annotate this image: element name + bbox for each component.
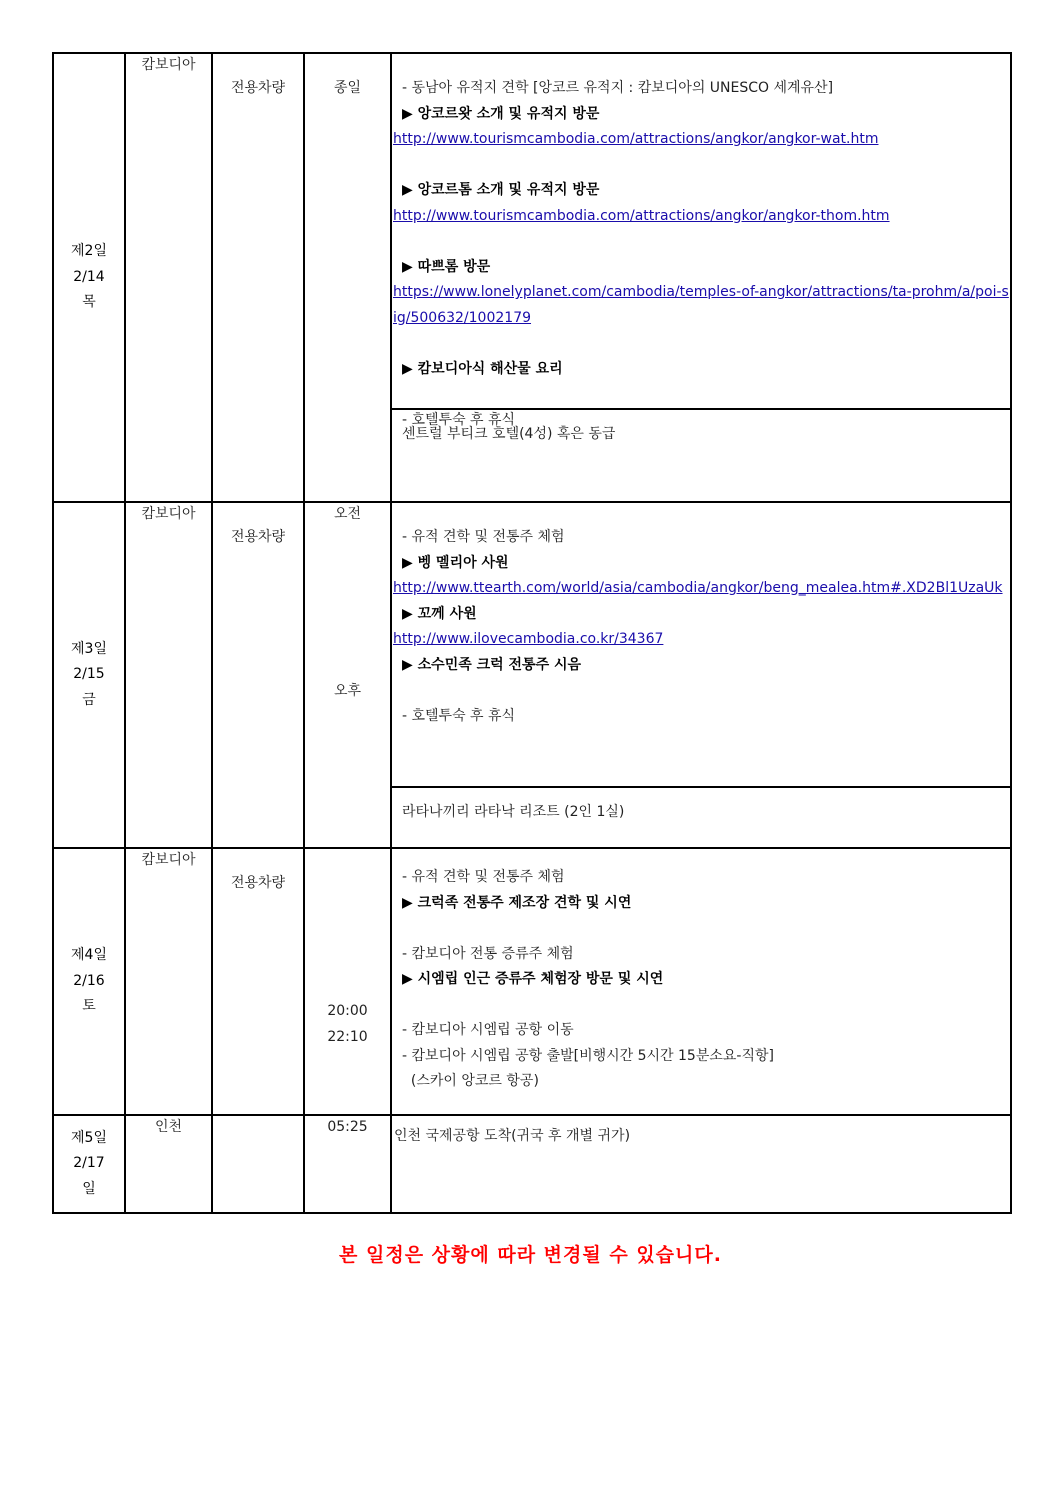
attraction-heading: ▶ 소수민족 크럭 전통주 시음	[402, 656, 582, 673]
location-cell	[125, 848, 212, 1115]
day-weekday: 금	[82, 691, 96, 708]
day-date: 2/15	[73, 666, 105, 683]
location-text: 캄보디아	[141, 506, 196, 522]
day-cell	[53, 1115, 125, 1213]
day-label: 제5일	[71, 1129, 107, 1146]
time-pm: 오후	[333, 683, 362, 699]
day-weekday: 토	[82, 998, 96, 1015]
attraction-link[interactable]: http://www.tourismcambodia.com/attractions/angkor/angkor-wat.htm	[393, 131, 879, 147]
attraction-link[interactable]: http://www.ilovecambodia.co.kr/34367	[393, 631, 664, 647]
attraction-heading: ▶ 캄보디아식 해산물 요리	[402, 360, 563, 377]
detail-content	[392, 54, 1010, 428]
location-cell	[125, 502, 212, 848]
location-cell	[125, 1115, 212, 1213]
time-text: 05:25	[327, 1119, 368, 1135]
detail-content	[392, 503, 1010, 788]
day-date: 2/16	[73, 972, 105, 989]
itinerary-row-day5	[53, 1115, 1011, 1213]
vehicle-cell	[212, 1115, 304, 1213]
detail-line: - 캄보디아 시엠립 공항 이동	[402, 1022, 574, 1038]
time-departure-transfer: 20:00	[327, 1003, 368, 1019]
detail-line: - 호텔투숙 후 휴식	[402, 411, 516, 428]
vehicle-text: 전용차량	[230, 529, 286, 545]
time-cell	[304, 1115, 391, 1213]
attraction-heading: ▶ 크럭족 전통주 제조장 견학 및 시연	[402, 894, 632, 911]
spacer	[392, 229, 1010, 255]
time-cell	[304, 502, 391, 848]
vehicle-cell	[212, 848, 304, 1115]
detail-cell	[391, 848, 1011, 1115]
time-departure-flight: 22:10	[327, 1028, 368, 1045]
spacer	[392, 993, 1010, 1019]
itinerary-row-day2	[53, 53, 1011, 502]
detail-line: - 캄보디아 전통 증류주 체험	[402, 945, 574, 962]
day-weekday: 일	[82, 1180, 96, 1197]
location-cell	[125, 53, 212, 502]
day-date: 2/14	[73, 268, 105, 285]
detail-line: - 유적 견학 및 전통주 체험	[402, 529, 565, 545]
spacer	[392, 153, 1010, 179]
attraction-heading: ▶ 꼬께 사원	[402, 605, 477, 622]
itinerary-row-day3	[53, 502, 1011, 848]
vehicle-text: 전용차량	[230, 875, 286, 891]
detail-line: - 유적 견학 및 전통주 체험	[402, 869, 565, 885]
day-cell	[53, 502, 125, 848]
day-label: 제2일	[71, 243, 107, 260]
schedule-change-notice: 본 일정은 상황에 따라 변경될 수 있습니다.	[339, 1244, 722, 1266]
spacer	[392, 382, 1010, 408]
location-text: 캄보디아	[141, 852, 196, 868]
time-am: 오전	[333, 506, 362, 522]
spacer	[392, 678, 1010, 704]
attraction-link[interactable]: https://www.lonelyplanet.com/cambodia/temples-of-angkor/attractions/ta-prohm/a/poi-sig/500632/1002179	[393, 284, 1009, 326]
day-weekday: 목	[82, 294, 96, 311]
attraction-heading: ▶ 앙코르톰 소개 및 유적지 방문	[402, 182, 600, 198]
detail-cell	[391, 53, 1011, 502]
attraction-link[interactable]: http://www.ttearth.com/world/asia/cambodia/angkor/beng_mealea.htm#.XD2Bl1UzaUk	[393, 580, 1003, 596]
location-text: 캄보디아	[141, 57, 196, 73]
location-text: 인천	[154, 1119, 183, 1135]
day-label: 제4일	[71, 947, 107, 964]
itinerary-row-day4	[53, 848, 1011, 1115]
vehicle-cell	[212, 502, 304, 848]
spacer	[392, 916, 1010, 942]
detail-cell	[391, 502, 1011, 848]
day-cell	[53, 848, 125, 1115]
hotel-info: 센트럴 부티크 호텔(4성) 혹은 동급	[402, 426, 616, 442]
itinerary-table	[52, 52, 1012, 1214]
detail-line: - 동남아 유적지 견학 [앙코르 유적지 : 캄보디아의 UNESCO 세계유산]	[402, 80, 834, 96]
detail-cell	[391, 1115, 1011, 1213]
time-cell	[304, 53, 391, 502]
hotel-info: 라타나끼리 라타낙 리조트 (2인 1실)	[402, 804, 625, 820]
day-cell	[53, 53, 125, 502]
spacer	[392, 331, 1010, 357]
attraction-link[interactable]: http://www.tourismcambodia.com/attractions/angkor/angkor-thom.htm	[393, 207, 890, 224]
time-text: 종일	[333, 80, 362, 96]
time-cell	[304, 848, 391, 1115]
detail-line: (스카이 앙코르 항공)	[402, 1073, 539, 1089]
detail-line: - 호텔투숙 후 휴식	[402, 707, 516, 724]
day-date: 2/17	[73, 1155, 105, 1172]
attraction-heading: ▶ 벵 멜리아 사원	[402, 554, 509, 571]
detail-line: - 캄보디아 시엠립 공항 출발[비행시간 5시간 15분소요-직항]	[402, 1047, 774, 1064]
attraction-heading: ▶ 시엠립 인근 증류주 체험장 방문 및 시연	[402, 971, 664, 987]
vehicle-cell	[212, 53, 304, 502]
day-label: 제3일	[71, 640, 107, 657]
detail-line: 인천 국제공항 도착(귀국 후 개별 귀가)	[394, 1128, 631, 1144]
attraction-heading: ▶ 앙코르왓 소개 및 유적지 방문	[402, 105, 600, 122]
attraction-heading: ▶ 따쁘롬 방문	[402, 258, 491, 275]
vehicle-text: 전용차량	[230, 80, 286, 96]
detail-content	[392, 849, 1010, 1095]
